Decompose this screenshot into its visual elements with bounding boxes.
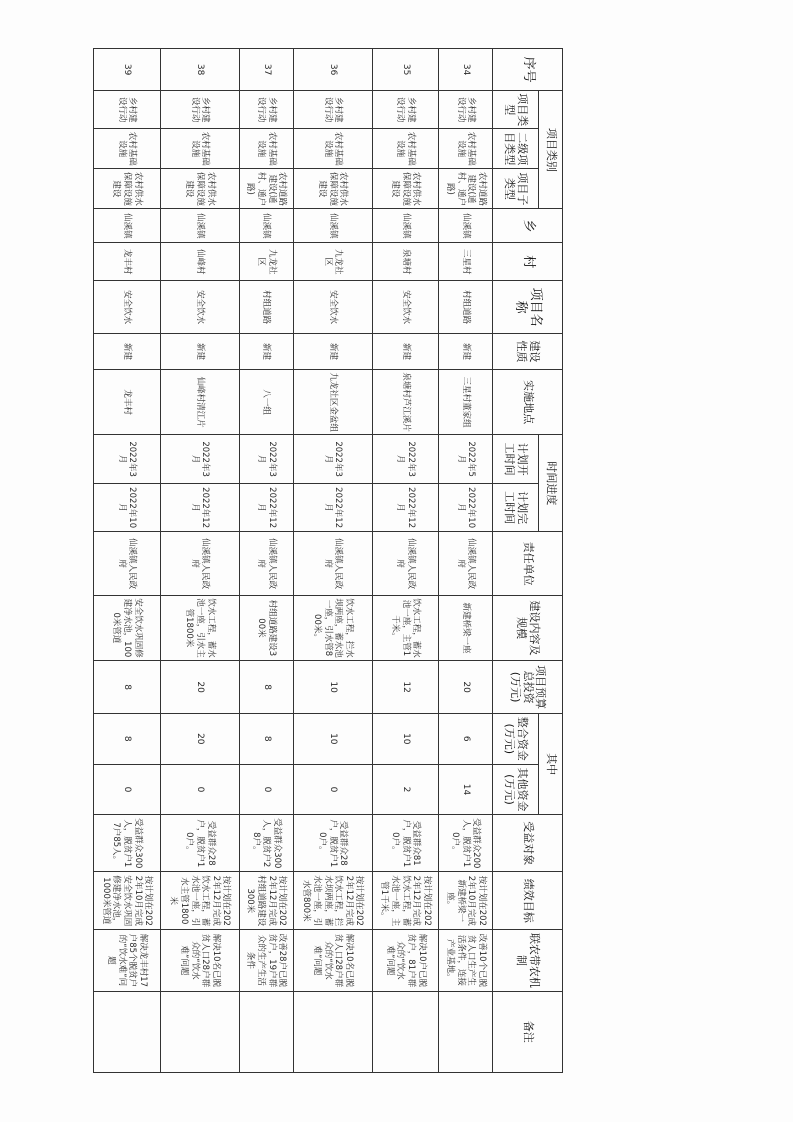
cell-mechanism: 解决10名已脱贫人口28户群众的“饮水难”问题	[160, 930, 239, 991]
header-mechanism: 联农带农机制	[493, 930, 563, 991]
header-secondary: 二级项目类型	[493, 129, 539, 169]
cell-budget: 8	[239, 661, 293, 714]
cell-sub: 农村供水保障设施建设	[293, 169, 372, 209]
cell-content: 安全饮水巩固修建净水池，1000米管道	[94, 595, 161, 660]
cell-nature: 新建	[439, 334, 493, 370]
cell-remark	[239, 991, 293, 1072]
cell-beneficiary: 受益群众81户，脱贫户10户。	[372, 815, 439, 872]
cell-location: 泉塘村芦江溪片	[372, 369, 439, 434]
cell-sub: 农村道路建设(通村、通户路)	[239, 169, 293, 209]
header-budget: 项目预算总投资(万元)	[493, 661, 563, 714]
header-location: 实施地点	[493, 369, 563, 434]
cell-budget: 20	[160, 661, 239, 714]
cell-end: 2022年10月	[94, 483, 161, 532]
header-end: 计划完工时间	[493, 483, 539, 532]
cell-sub: 农村供水保障设施建设	[160, 169, 239, 209]
cell-township: 仙溪镇	[160, 209, 239, 243]
header-fund-integrated: 整合资金(万元)	[493, 713, 539, 764]
cell-township: 仙溪镇	[94, 209, 161, 243]
cell-seq: 34	[439, 49, 493, 91]
cell-budget: 20	[439, 661, 493, 714]
cell-nature: 新建	[94, 334, 161, 370]
header-sub: 项目子类型	[493, 169, 539, 209]
cell-performance: 按计划在2022年12月完成饮水工程，蓄水池一座，主管1千米。	[372, 872, 439, 930]
project-table	[93, 48, 563, 1073]
cell-seq: 36	[293, 49, 372, 91]
cell-content: 饮水工程，蓄水池一座，主管1千米。	[372, 595, 439, 660]
header-of-which: 其中	[539, 713, 563, 814]
cell-performance: 按计划在2022年12月完成村组道路建设300米	[239, 872, 293, 930]
cell-name: 安全饮水	[293, 281, 372, 334]
cell-beneficiary: 受益群众28户，脱贫户10户。	[293, 815, 372, 872]
header-start: 计划开工时间	[493, 435, 539, 484]
cell-end: 2022年12月	[160, 483, 239, 532]
cell-remark	[293, 991, 372, 1072]
cell-remark	[160, 991, 239, 1072]
cell-category: 乡村建设行动	[439, 91, 493, 129]
header-category: 项目类型	[493, 91, 539, 129]
cell-unit: 仙溪镇人民政府	[293, 532, 372, 595]
cell-fund-other: 0	[160, 764, 239, 815]
cell-nature: 新建	[239, 334, 293, 370]
cell-fund-other: 0	[293, 764, 372, 815]
cell-village: 三星村	[439, 243, 493, 281]
table-row	[94, 49, 161, 1073]
cell-secondary: 农村基础设施	[293, 129, 372, 169]
header-seq: 序号	[493, 49, 563, 91]
cell-village: 龙丰村	[94, 243, 161, 281]
cell-budget: 10	[293, 661, 372, 714]
cell-performance: 按计划在2022年12月完成饮水工程，拦水坝两座，蓄水池一座，引水管800米	[293, 872, 372, 930]
cell-secondary: 农村基础设施	[439, 129, 493, 169]
cell-seq: 37	[239, 49, 293, 91]
cell-unit: 仙溪镇人民政府	[239, 532, 293, 595]
cell-end: 2022年12月	[293, 483, 372, 532]
cell-village: 仙峰村	[160, 243, 239, 281]
cell-remark	[94, 991, 161, 1072]
cell-beneficiary: 受益群众28户，脱贫户10户。	[160, 815, 239, 872]
cell-secondary: 农村基础设施	[160, 129, 239, 169]
cell-start: 2022年3月	[239, 435, 293, 484]
cell-unit: 仙溪镇人民政府	[94, 532, 161, 595]
header-remark: 备注	[493, 991, 563, 1072]
table-row	[239, 49, 293, 1073]
cell-mechanism: 改善10个已脱贫人口生产生活条件，连接产业基地。	[439, 930, 493, 991]
cell-fund-integrated: 10	[293, 713, 372, 764]
header-beneficiary: 受益对象	[493, 815, 563, 872]
cell-fund-other: 14	[439, 764, 493, 815]
cell-performance: 按计划在2022年10月完成安全饮水巩固修建净水池，1000米管道	[94, 872, 161, 930]
cell-name: 安全饮水	[372, 281, 439, 334]
cell-beneficiary: 受益群众300人，脱贫户28户。	[239, 815, 293, 872]
header-category-group: 项目类别	[539, 91, 563, 209]
cell-start: 2022年3月	[160, 435, 239, 484]
header-content: 建设内容及规模	[493, 595, 563, 660]
cell-seq: 39	[94, 49, 161, 91]
cell-fund-integrated: 10	[372, 713, 439, 764]
cell-end: 2022年12月	[239, 483, 293, 532]
cell-township: 仙溪镇	[239, 209, 293, 243]
cell-end: 2022年10月	[439, 483, 493, 532]
cell-start: 2022年3月	[94, 435, 161, 484]
cell-secondary: 农村基础设施	[239, 129, 293, 169]
cell-fund-integrated: 8	[239, 713, 293, 764]
cell-fund-integrated: 8	[94, 713, 161, 764]
cell-start: 2022年5月	[439, 435, 493, 484]
cell-remark	[372, 991, 439, 1072]
cell-location: 九龙社区金盆组	[293, 369, 372, 434]
cell-location: 仙峰村清江片	[160, 369, 239, 434]
cell-unit: 仙溪镇人民政府	[160, 532, 239, 595]
cell-beneficiary: 受益群众300人，脱贫户17户85人。	[94, 815, 161, 872]
cell-category: 乡村建设行动	[239, 91, 293, 129]
cell-content: 新建桥梁一座	[439, 595, 493, 660]
cell-fund-integrated: 20	[160, 713, 239, 764]
cell-township: 仙溪镇	[372, 209, 439, 243]
cell-mechanism: 解决10名已脱贫人口28户群众的“饮水难”问题	[293, 930, 372, 991]
cell-village: 泉塘村	[372, 243, 439, 281]
cell-sub: 农村道路建设(通村、通户路)	[439, 169, 493, 209]
cell-location: 龙丰村	[94, 369, 161, 434]
cell-budget: 12	[372, 661, 439, 714]
cell-mechanism: 解决10户已脱贫户，81户群众的“饮水难”问题	[372, 930, 439, 991]
cell-category: 乡村建设行动	[293, 91, 372, 129]
cell-start: 2022年3月	[372, 435, 439, 484]
header-fund-other: 其他资金(万元)	[493, 764, 539, 815]
cell-mechanism: 解决龙丰村17户85个脱贫户的“饮水难”问题	[94, 930, 161, 991]
header-unit: 责任单位	[493, 532, 563, 595]
cell-category: 乡村建设行动	[160, 91, 239, 129]
cell-secondary: 农村基础设施	[94, 129, 161, 169]
cell-nature: 新建	[372, 334, 439, 370]
header-performance: 绩效目标	[493, 872, 563, 930]
cell-mechanism: 改善28户已脱贫户，19户群众的生产生活条件	[239, 930, 293, 991]
table-row	[372, 49, 439, 1073]
cell-village: 九龙社区	[293, 243, 372, 281]
header-schedule: 时间进度	[539, 435, 563, 532]
cell-unit: 仙溪镇人民政府	[439, 532, 493, 595]
cell-remark	[439, 991, 493, 1072]
cell-secondary: 农村基础设施	[372, 129, 439, 169]
cell-location: 三星村董家组	[439, 369, 493, 434]
cell-township: 仙溪镇	[439, 209, 493, 243]
cell-category: 乡村建设行动	[94, 91, 161, 129]
cell-name: 安全饮水	[160, 281, 239, 334]
cell-location: 八一组	[239, 369, 293, 434]
cell-fund-other: 0	[94, 764, 161, 815]
cell-seq: 38	[160, 49, 239, 91]
cell-fund-integrated: 6	[439, 713, 493, 764]
table-row	[160, 49, 239, 1073]
cell-performance: 按计划在2022年10月完成新建桥梁一座。	[439, 872, 493, 930]
header-township: 乡	[493, 209, 563, 243]
cell-village: 九龙社区	[239, 243, 293, 281]
table-row	[439, 49, 493, 1073]
cell-nature: 新建	[160, 334, 239, 370]
cell-end: 2022年12月	[372, 483, 439, 532]
header-village: 村	[493, 243, 563, 281]
cell-township: 仙溪镇	[293, 209, 372, 243]
cell-content: 村组道路建设300米	[239, 595, 293, 660]
header-nature: 建设性质	[493, 334, 563, 370]
cell-unit: 仙溪镇人民政府	[372, 532, 439, 595]
cell-content: 饮水工程，拦水坝两座，蓄水池一座，引水管800米。	[293, 595, 372, 660]
cell-content: 饮水工程，蓄水池一座，引水主管1800米	[160, 595, 239, 660]
cell-performance: 按计划在2022年12月完成饮水工程，蓄水池一座，引水主管1800米	[160, 872, 239, 930]
table-row	[293, 49, 372, 1073]
cell-beneficiary: 受益群众200人，脱贫户10户。	[439, 815, 493, 872]
header-name: 项目名称	[493, 281, 563, 334]
cell-start: 2022年3月	[293, 435, 372, 484]
cell-seq: 35	[372, 49, 439, 91]
cell-fund-other: 2	[372, 764, 439, 815]
cell-sub: 农村供水保障设施建设	[372, 169, 439, 209]
cell-nature: 新建	[293, 334, 372, 370]
cell-budget: 8	[94, 661, 161, 714]
cell-name: 村组道路	[239, 281, 293, 334]
cell-name: 村组道路	[439, 281, 493, 334]
cell-category: 乡村建设行动	[372, 91, 439, 129]
cell-fund-other: 0	[239, 764, 293, 815]
cell-name: 安全饮水	[94, 281, 161, 334]
rotated-table-wrapper	[93, 48, 563, 1073]
cell-sub: 农村供水保障设施建设	[94, 169, 161, 209]
